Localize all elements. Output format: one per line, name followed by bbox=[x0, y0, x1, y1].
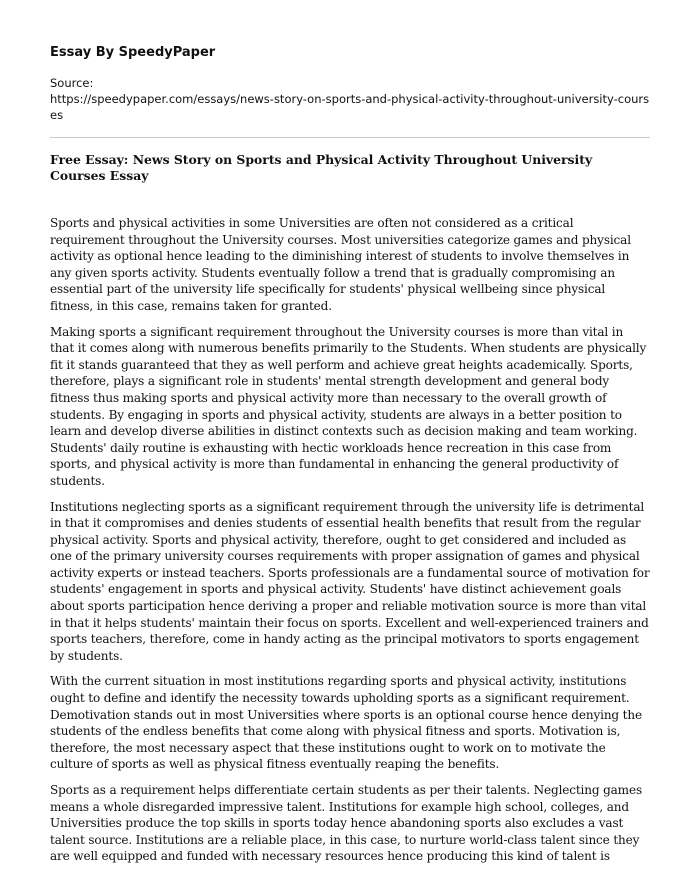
divider bbox=[50, 137, 650, 138]
document-title: Essay By SpeedyPaper bbox=[50, 45, 216, 60]
paragraph-4: With the current situation in most institutions regarding sports and physical activity, institutions ought to define and identify the necessity towards upholding sports as a significant requirement. Demotivation stands out in most Universities where sports is an optional course hence denying the students of the endless benefits that come along with physical fitness and sports. Motivation is, therefore, the most necessary aspect that these institutions ought to work on to motivate the culture of sports as well as physical fitness eventually reaping the benefits. bbox=[50, 674, 642, 772]
source-block bbox=[50, 75, 650, 123]
source-label: Source: bbox=[50, 76, 94, 90]
essay-heading: Free Essay: News Story on Sports and Physical Activity Throughout University Courses Essay bbox=[50, 152, 593, 183]
paragraph-3: Institutions neglecting sports as a significant requirement through the university life is detrimental in that it compromises and denies students of essential health benefits that result from the regular physical activity. Sports and physical activity, therefore, ought to get considered and included as one of the primary university courses requirements with proper assignation of games and physical activity experts or instead teachers. Sports professionals are a fundamental source of motivation for students' engagement in sports and physical activity. Students' have distinct achievement goals about sports participation hence deriving a proper and reliable motivation source is more than vital in that it helps students' maintain their focus on sports. Excellent and well-experienced trainers and sports teachers, therefore, come in handy acting as the principal motivators to sports engagement by students. bbox=[50, 499, 650, 663]
paragraph-5: Sports as a requirement helps differentiate certain students as per their talents. Neglecting games means a whole disregarded impressive talent. Institutions for example high school, colleges, and Universities produce the top skills in sports today hence abandoning sports also excludes a vast talent source. Institutions are a reliable place, in this case, to nurture world-class talent since they are well equipped and funded with necessary resources hence producing this kind of talent is bbox=[50, 783, 642, 864]
paragraph-1: Sports and physical activities in some Universities are often not considered as a critical requirement throughout the University courses. Most universities categorize games and physical activity as optional hence leading to the diminishing interest of students to involve themselves in any given sports activity. Students eventually follow a trend that is gradually compromising an essential part of the university life specifically for students' physical wellbeing since physical fitness, in this case, remains taken for granted. bbox=[50, 216, 631, 313]
essay-body bbox=[50, 215, 650, 874]
source-url[interactable]: https://speedypaper.com/essays/news-story-on-sports-and-physical-activity-throughout-university-courses bbox=[50, 92, 650, 122]
paragraph-2: Making sports a significant requirement throughout the University courses is more than vital in that it comes along with numerous benefits primarily to the Students. When students are physically fit it stands guaranteed that they as well perform and achieve great heights academically. Sports, therefore, plays a significant role in students' mental strength development and general body fitness thus making sports and physical activity more than necessary to the overall growth of students. By engaging in sports and physical activity, students are always in a better position to learn and develop diverse abilities in distinct contexts such as decision making and team working. Students' daily routine is exhausting with hectic workloads hence recreation in this case from sports, and physical activity is more than fundamental in enhancing the general productivity of students. bbox=[50, 324, 647, 488]
